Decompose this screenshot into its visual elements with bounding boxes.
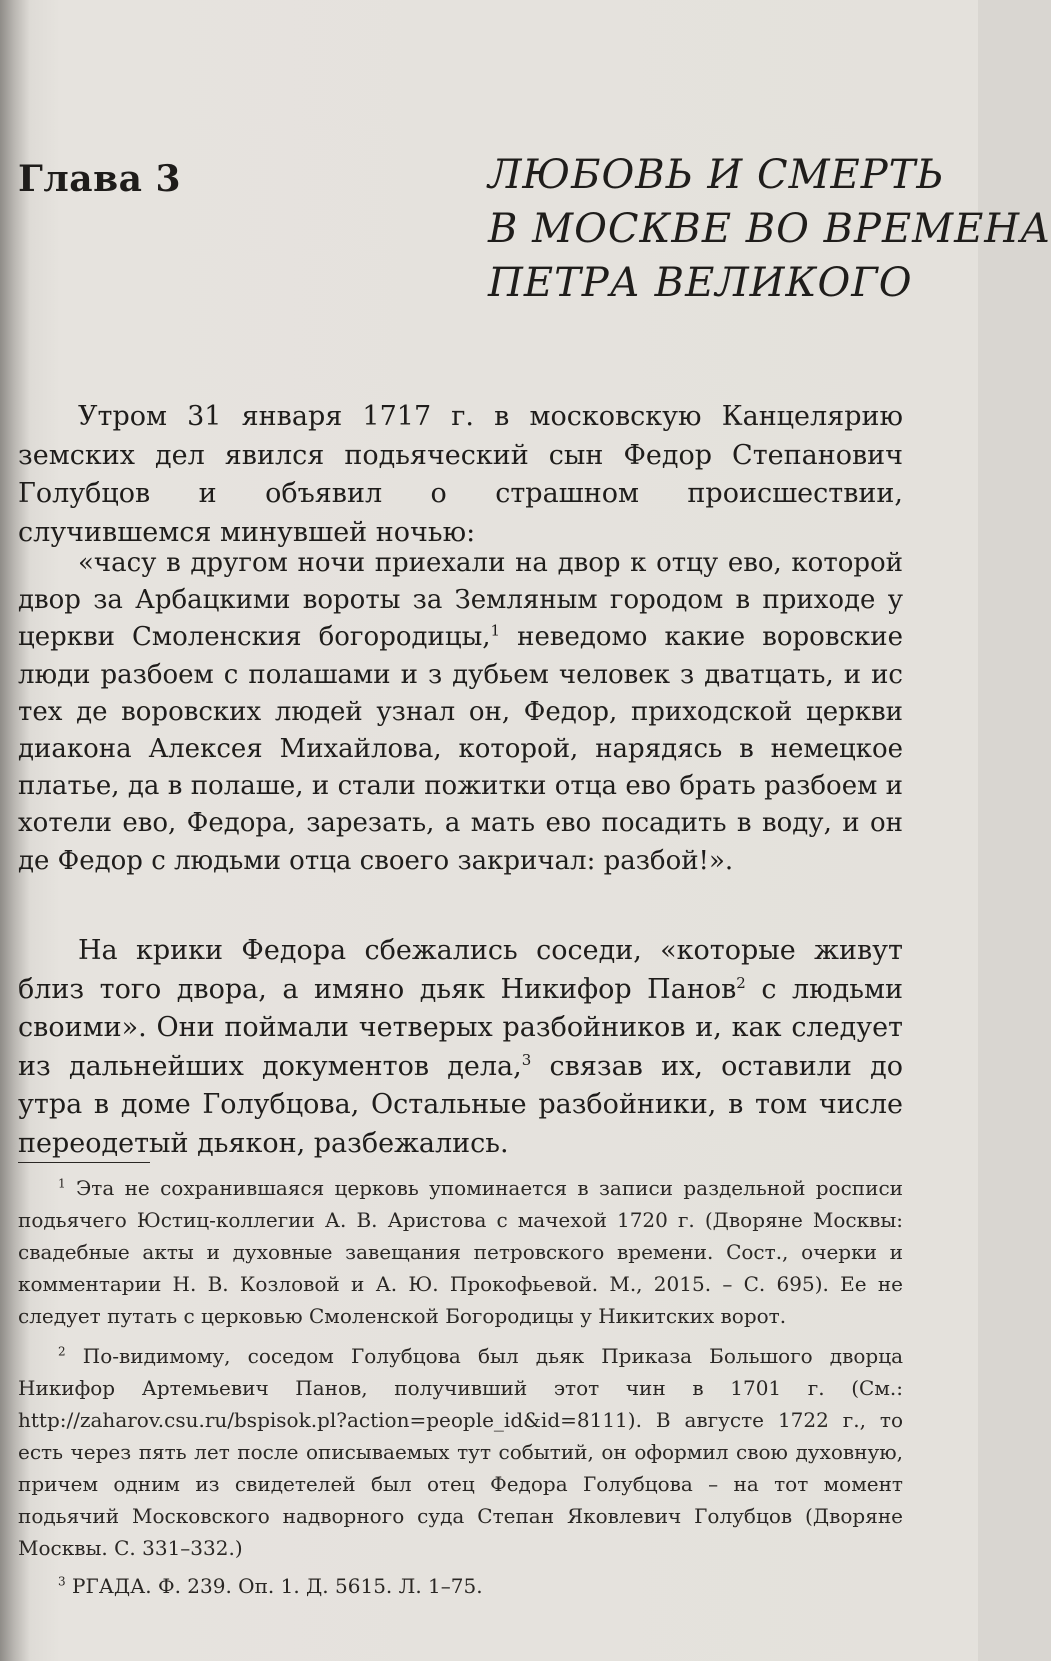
footnote-ref-1: 1 xyxy=(490,621,501,640)
paragraph-3-text-b: с людьми своими». Они поймали четверых разбойников и, как следует из дальнейших документов дела, xyxy=(18,973,903,1082)
footnote-3 xyxy=(18,1570,903,1602)
chapter-title-line-1: ЛЮБОВЬ И СМЕРТЬ xyxy=(488,152,945,198)
footnote-2-text: По-видимому, соседом Голубцова был дьяк Приказа Большого дворца Никифор Артемьевич Панов, получивший этот чин в 1701 г. (См.: http://zaharov.csu.ru/bspisok.pl?action=people_id&id=8111). В августе 1722 г., то есть через пять лет после описываемых тут событий, он оформил свою духовную, причем одним из свидетелей был отец Федора Голубцова – на тот момент подьячий Московского надворного суда Степан Яковлевич Голубцов (Дворяне Москвы. С. 331–332.) xyxy=(18,1344,903,1560)
quote-text-b: неведомо какие воровские люди разбоем с полашами и з дубьем человек з дватцать, и ис тех де воровских людей узнал он, Федор, приходской церкви диакона Алексея Михайлова, которой, нарядясь в немецкое платье, да в полаше, и стали пожитки отца ево брать разбоем и хотели ево, Федора, зарезать, а мать ево посадить в воду, и он де Федор с людьми отца своего закричал: разбой!». xyxy=(18,622,904,876)
footnote-divider xyxy=(18,1162,150,1163)
paragraph-3 xyxy=(18,932,903,1164)
footnote-ref-3: 3 xyxy=(521,1050,532,1069)
paragraph-3-text-a: На крики Федора сбежались соседи, «которые живут близ того двора, а имяно дьяк Никифор Панов xyxy=(18,935,903,1005)
footnote-2-number: 2 xyxy=(58,1344,66,1359)
chapter-title xyxy=(488,148,1051,310)
paragraph-1: Утром 31 января 1717 г. в московскую Канцелярию земских дел явился подьяческий сын Федор Степанович Голубцов и объявил о страшном происшествии, случившемся минувшей ночью: xyxy=(18,401,903,548)
paragraph-quote xyxy=(18,545,903,880)
footnote-1-number: 1 xyxy=(58,1176,66,1191)
footnote-2 xyxy=(18,1340,903,1564)
footnote-1 xyxy=(18,1172,903,1332)
chapter-label: Глава 3 xyxy=(18,158,181,200)
chapter-title-line-2: В МОСКВЕ ВО ВРЕМЕНА xyxy=(488,206,1051,252)
quote-text-a: «часу в другом ночи приехали на двор к отцу ево, которой двор за Арбацкими вороты за Земляным городом в приходе у церкви Смоленския богородицы, xyxy=(18,548,903,653)
footnote-ref-2: 2 xyxy=(736,973,746,992)
chapter-title-line-3: ПЕТРА ВЕЛИКОГО xyxy=(488,260,913,306)
footnote-3-number: 3 xyxy=(58,1574,66,1589)
paragraph-3-text-c: связав их, оставили до утра в доме Голубцова, Остальные разбойники, в том числе переодетый дьякон, разбежались. xyxy=(18,1050,903,1159)
footnote-1-text: Эта не сохранившаяся церковь упоминается в записи раздельной росписи подьячего Юстиц-коллегии А. В. Аристова с мачехой 1720 г. (Дворяне Москвы: свадебные акты и духовные завещания петровского времени. Сост., очерки и комментарии Н. В. Козловой и А. Ю. Прокофьевой. М., 2015. – С. 695). Ее не следует путать с церковью Смоленской Богородицы у Никитских ворот. xyxy=(18,1176,903,1328)
footnote-3-text: РГАДА. Ф. 239. Оп. 1. Д. 5615. Л. 1–75. xyxy=(65,1574,483,1598)
